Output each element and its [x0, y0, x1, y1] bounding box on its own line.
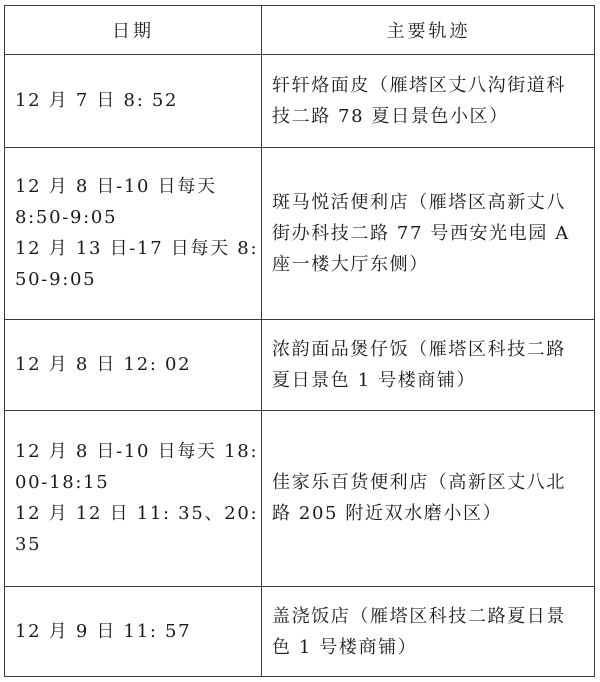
trajectory-table: [4, 5, 595, 677]
table-row-location: [272, 147, 594, 319]
table-row-date: [15, 319, 259, 410]
date-line: 12 月 9 日 11: 57: [15, 621, 192, 642]
header-date: 日期: [112, 21, 154, 42]
date-line: 12 月 8 日 12: 02: [15, 354, 192, 375]
location-line: 路 205 附近双水磨小区）: [272, 503, 503, 524]
table-row-location: [272, 410, 594, 586]
date-line: 12 月 8 日-10 日每天 18:: [15, 441, 259, 462]
date-line: 12 月 13 日-17 日每天 8:: [15, 238, 259, 259]
location-line: 佳家乐百货便利店（高新区丈八北: [272, 472, 566, 493]
location-line: 轩轩烙面皮（雁塔区丈八沟街道科: [272, 74, 566, 96]
location-line: 街办科技二路 77 号西安光电园 A: [272, 222, 570, 244]
location-line: 斑马悦活便利店（雁塔区高新丈八: [272, 191, 566, 213]
location-line: 座一楼大厅东侧）: [272, 253, 429, 275]
column-divider: [261, 6, 262, 676]
date-line: 35: [15, 534, 42, 555]
location-line: 盖浇饭店（雁塔区科技二路夏日景: [272, 605, 566, 627]
location-line: 色 1 号楼商铺）: [272, 636, 418, 658]
location-line: 浓韵面品煲仔饭（雁塔区科技二路: [272, 338, 566, 360]
date-line: 12 月 12 日 11: 35、20:: [15, 503, 259, 524]
location-line: 夏日景色 1 号楼商铺）: [272, 369, 477, 391]
table-row-location: [272, 319, 594, 410]
table-row-location: [272, 54, 594, 147]
table-row-location: [272, 586, 594, 677]
date-line: 12 月 8 日-10 日每天: [15, 176, 217, 197]
header-track: 主要轨迹: [386, 21, 471, 42]
date-line: 8:50-9:05: [15, 207, 118, 228]
location-line: 技二路 78 夏日景色小区）: [272, 105, 509, 127]
table-row-date: [15, 586, 259, 677]
date-line: 50-9:05: [15, 269, 97, 290]
date-line: 12 月 7 日 8: 52: [15, 90, 179, 111]
table-row-date: [15, 410, 259, 586]
table-row-date: [15, 54, 259, 147]
date-line: 00-18:15: [15, 472, 110, 493]
table-row-date: [15, 147, 259, 319]
